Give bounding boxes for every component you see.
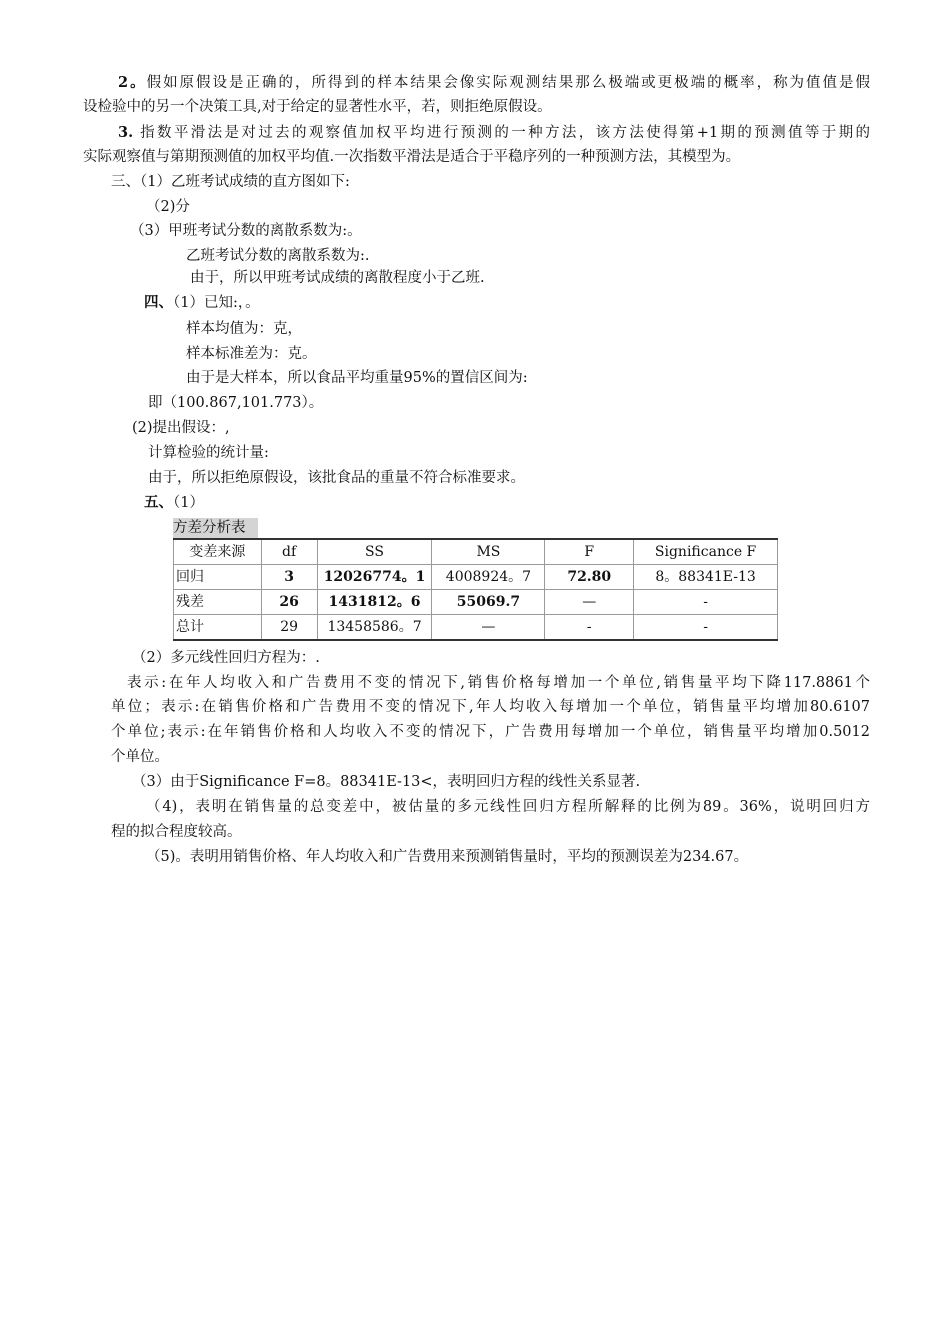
s5-q5: （5)。表明用销售价格、年人均收入和广告费用来预测销售量时，平均的预测误差为234.67。	[146, 849, 749, 865]
p2-number: 2。	[118, 74, 147, 91]
s4-heading-text: （1）已知:，。	[173, 295, 260, 311]
s5-q2-line-3: 个单位;表示:在年销售价格和人均收入不变的情况下，广告费用每增加一个单位，销售量平均增加0.5012	[111, 724, 870, 740]
s4-line-4: 由于是大样本，所以食品平均重量95%的置信区间为:	[186, 370, 528, 386]
table-cell: 4008924。7	[432, 565, 545, 590]
p3-number: 3.	[118, 124, 134, 141]
s5-heading-text: （1）	[173, 495, 204, 511]
s4-heading	[144, 293, 260, 313]
s5-q2-line-4: 个单位。	[111, 749, 169, 765]
s5-q4-line-2: 程的拟合程度较高。	[111, 824, 242, 840]
p2-text-1: 假如原假设是正确的，所得到的样本结果会像实际观测结果那么极端或更极端的概率，称为值值是假	[146, 75, 871, 91]
table-cell: 3	[261, 565, 317, 590]
p2-line-1	[118, 73, 870, 93]
s5-q3: （3）由于Significance F=8。88341E-13<，表明回归方程的线性关系显著.	[132, 774, 641, 790]
anova-table-title: 方差分析表	[173, 518, 258, 538]
header-cell: SS	[317, 539, 432, 565]
header-cell: df	[261, 539, 317, 565]
table-cell: 72.80	[545, 565, 634, 590]
table-cell: 55069.7	[432, 590, 545, 615]
p3-line-1	[118, 123, 870, 143]
anova-table	[173, 538, 778, 641]
header-cell: MS	[432, 539, 545, 565]
p3-line-2: 实际观察值与第期预测值的加权平均值.一次指数平滑法是适合于平稳序列的一种预测方法，其模型为。	[83, 149, 741, 165]
s5-q2-line-1: 表示:在年人均收入和广告费用不变的情况下,销售价格每增加一个单位,销售量平均下降117.8861个	[127, 675, 870, 691]
table-cell: 13458586。7	[317, 615, 432, 641]
table-cell: -	[545, 615, 634, 641]
table-cell: 26	[261, 590, 317, 615]
s3-line-4: 乙班考试分数的离散系数为:.	[186, 248, 370, 264]
s4-line-2: 样本均值为：克，	[186, 321, 302, 337]
s5-q4-line-1: （4)，表明在销售量的总变差中，被估量的多元线性回归方程所解释的比例为89。36%，说明回归方	[146, 799, 870, 815]
s3-line-2: （2)分	[146, 199, 190, 215]
s4-line-6: (2)提出假设：,	[132, 420, 230, 436]
table-cell: 残差	[174, 590, 262, 615]
table-cell: —	[432, 615, 545, 641]
s5-heading	[144, 493, 204, 513]
table-cell: 12026774。1	[317, 565, 432, 590]
p3-text-1: 指数平滑法是对过去的观察值加权平均进行预测的一种方法，该方法使得第+1期的预测值等于期的	[140, 125, 871, 141]
table-cell: 8。88341E-13	[634, 565, 778, 590]
s4-line-7: 计算检验的统计量:	[148, 445, 269, 461]
s4-line-8: 由于，所以拒绝原假设，该批食品的重量不符合标准要求。	[148, 470, 525, 486]
table-cell: 1431812。6	[317, 590, 432, 615]
header-cell: Significance F	[634, 539, 778, 565]
table-cell: 29	[261, 615, 317, 641]
s5-q2-line-2: 单位；表示:在销售价格和广告费用不变的情况下,年人均收入每增加一个单位，销售量平均增加80.6107	[111, 699, 870, 715]
header-cell: 变差来源	[174, 539, 262, 565]
p2-line-2: 设检验中的另一个决策工具,对于给定的显著性水平，若，则拒绝原假设。	[83, 99, 552, 115]
s4-heading-number: 四、	[144, 294, 173, 311]
table-cell: 总计	[174, 615, 262, 641]
table-cell: -	[634, 590, 778, 615]
s3-heading: 三、（1）乙班考试成绩的直方图如下:	[111, 174, 350, 190]
s5-q2: （2）多元线性回归方程为：.	[132, 650, 320, 666]
s5-heading-number: 五、	[144, 494, 173, 511]
table-cell: —	[545, 590, 634, 615]
table-row	[174, 590, 778, 615]
s4-line-5: 即（100.867,101.773）。	[148, 395, 324, 411]
table-cell: -	[634, 615, 778, 641]
table-header-row	[174, 539, 778, 565]
s3-line-5: 由于，所以甲班考试成绩的离散程度小于乙班.	[190, 270, 485, 286]
header-cell: F	[545, 539, 634, 565]
table-cell: 回归	[174, 565, 262, 590]
s4-line-3: 样本标准差为：克。	[186, 346, 317, 362]
table-row	[174, 615, 778, 641]
table-row	[174, 565, 778, 590]
s3-line-3: （3）甲班考试分数的离散系数为:。	[130, 223, 362, 239]
